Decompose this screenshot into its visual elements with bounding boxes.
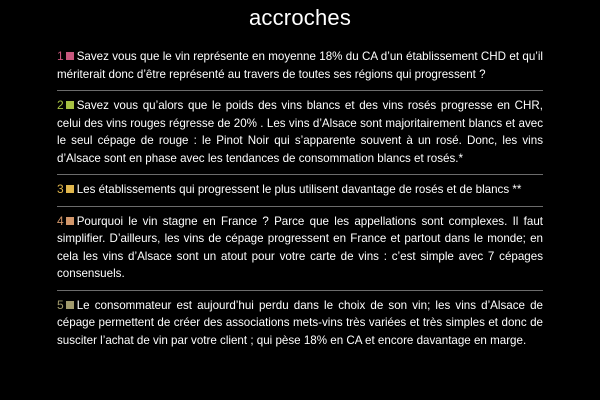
list-item	[57, 91, 543, 175]
square-bullet-icon	[66, 52, 74, 60]
square-bullet-icon	[66, 185, 74, 193]
list-item	[57, 207, 543, 291]
list-item	[57, 175, 543, 207]
item-text: Le consommateur est aujourd’hui perdu dans le choix de son vin; les vins d’Alsace de cépage permettent de créer des associations mets-vins très variées et très simples et donc de susciter l’achat de vin par votre client ; qui pèse 18% en CA et encore davantage en marge.	[57, 298, 543, 347]
item-text: Savez vous qu’alors que le poids des vins blancs et des vins rosés progresse en CHR, celui des vins rouges régresse de 20% . Les vins d’Alsace sont majoritairement blancs et avec le seul cépage de rouge : le Pinot Noir qui s’apparente souvent à un rosé. Donc, les vins d’Alsace sont en phase avec les tendances de consommation blancs et rosés.*	[57, 99, 543, 165]
item-number: 5	[57, 297, 64, 312]
square-bullet-icon	[66, 217, 74, 225]
list-item	[57, 46, 543, 91]
item-text: Savez vous que le vin représente en moyenne 18% du CA d’un établissement CHD et qu’il mériterait donc d’être représenté au travers de toutes ses régions qui progressent ?	[57, 50, 543, 81]
accroches-list	[57, 46, 543, 356]
item-number: 2	[57, 98, 64, 112]
list-item	[57, 291, 543, 357]
page-title: accroches	[248, 5, 352, 30]
item-number: 3	[57, 182, 64, 196]
square-bullet-icon	[66, 101, 74, 109]
item-number: 1	[57, 49, 64, 63]
square-bullet-icon	[66, 301, 74, 309]
item-text: Pourquoi le vin stagne en France ? Parce que les appellations sont complexes. Il faut simplifier. D’ailleurs, les vins de cépage progressent en France et partout dans le monde; en cela les vins d’Alsace sont un atout pour votre carte de vins : c’est simple avec 7 cépages consensuels.	[57, 214, 543, 280]
item-number: 4	[57, 213, 64, 228]
item-text: Les établissements qui progressent le plus utilisent davantage de rosés et de blancs **	[76, 183, 522, 196]
